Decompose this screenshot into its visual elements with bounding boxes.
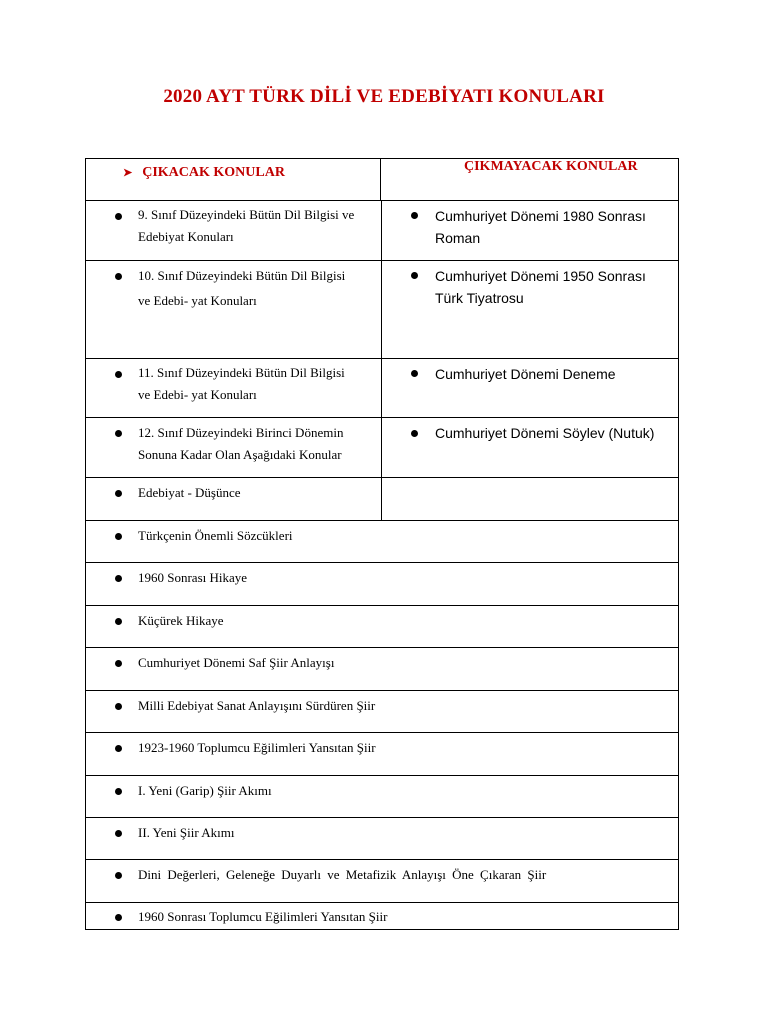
row-divider [85,358,679,359]
row-divider [85,260,679,261]
document-title: 2020 AYT TÜRK DİLİ VE EDEBİYATI KONULARI [163,86,605,107]
bullet-icon [411,272,418,279]
row-divider [85,732,679,733]
header-will-appear [123,165,285,181]
row-divider [85,605,679,606]
bullet-icon [115,490,122,497]
list-item: II. Yeni Şiir Akımı [138,825,235,840]
row-divider [85,859,679,860]
list-item-line: ve Edebi- yat Konuları [138,387,257,402]
header-will-not-appear: ÇIKMAYACAK KONULAR [464,159,638,174]
list-item [138,204,354,248]
bullet-icon [115,830,122,837]
row-divider [85,902,679,903]
row-divider [85,775,679,776]
list-item-line: Sonuna Kadar Olan Aşağıdaki Konular [138,447,342,462]
list-item-line: 9. Sınıf Düzeyindeki Bütün Dil Bilgisi ve [138,207,355,222]
row-divider [85,690,679,691]
bullet-icon [411,430,418,437]
list-item: Küçürek Hikaye [138,613,224,628]
list-item: I. Yeni (Garip) Şiir Akımı [138,783,272,798]
list-item [435,363,616,385]
bullet-icon [115,371,122,378]
list-item-line: Roman [435,230,481,246]
table-border-bottom [85,929,679,930]
bullet-icon [411,370,418,377]
list-item [138,362,345,406]
bullet-icon [115,914,122,921]
bullet-icon [115,872,122,879]
list-item: Dini Değerleri, Geleneğe Duyarlı ve Metafizik Anlayışı Öne Çıkaran Şiir [138,867,547,882]
bullet-icon [115,660,122,667]
list-item [138,422,343,466]
list-item-line: 12. Sınıf Düzeyindeki Birinci Dönemin [138,425,344,440]
list-item: Türkçenin Önemli Sözcükleri [138,528,293,543]
list-item-line: Türk Tiyatrosu [435,290,524,306]
bullet-icon [115,213,122,220]
list-item [435,265,646,309]
row-divider [85,562,679,563]
list-item-line: Cumhuriyet Dönemi Söylev (Nutuk) [435,425,655,441]
bullet-icon [115,618,122,625]
list-item [138,482,241,504]
list-item: Cumhuriyet Dönemi Saf Şiir Anlayışı [138,655,335,670]
list-item: 1960 Sonrası Hikaye [138,570,248,585]
list-item-line: Edebiyat - Düşünce [138,485,241,500]
row-divider [85,817,679,818]
column-divider [381,200,382,520]
bullet-icon [115,273,122,280]
bullet-icon [411,212,418,219]
row-divider [85,417,679,418]
bullet-icon [115,575,122,582]
row-divider [85,477,679,478]
bullet-icon [115,430,122,437]
header-left-label: ÇIKACAK KONULAR [142,165,285,180]
bullet-icon [115,788,122,795]
bullet-icon [115,745,122,752]
list-item [435,422,654,444]
list-item [435,205,646,249]
list-item-line: Cumhuriyet Dönemi 1950 Sonrası [435,268,646,284]
row-divider [85,647,679,648]
list-item: 1923-1960 Toplumcu Eğilimleri Yansıtan Şiir [138,740,376,755]
table-border-right [678,158,679,930]
column-divider-header [380,158,381,200]
table-border-left [85,158,86,930]
list-item: Milli Edebiyat Sanat Anlayışını Sürdüren Şiir [138,698,376,713]
row-divider [85,200,679,201]
list-item-line: Cumhuriyet Dönemi 1980 Sonrası [435,208,646,224]
list-item-line: Edebiyat Konuları [138,229,234,244]
topics-table [85,158,679,930]
list-item-line: ve Edebi- yat Konuları [138,293,257,308]
bullet-icon [115,533,122,540]
list-item-line: Cumhuriyet Dönemi Deneme [435,366,616,382]
bullet-icon [115,703,122,710]
arrow-bullet-icon: ➤ [123,167,133,179]
list-item-line: 11. Sınıf Düzeyindeki Bütün Dil Bilgisi [138,365,345,380]
list-item-line: 10. Sınıf Düzeyindeki Bütün Dil Bilgisi [138,268,346,283]
list-item: 1960 Sonrası Toplumcu Eğilimleri Yansıtan Şiir [138,909,388,924]
list-item [138,265,345,312]
row-divider [85,520,679,521]
